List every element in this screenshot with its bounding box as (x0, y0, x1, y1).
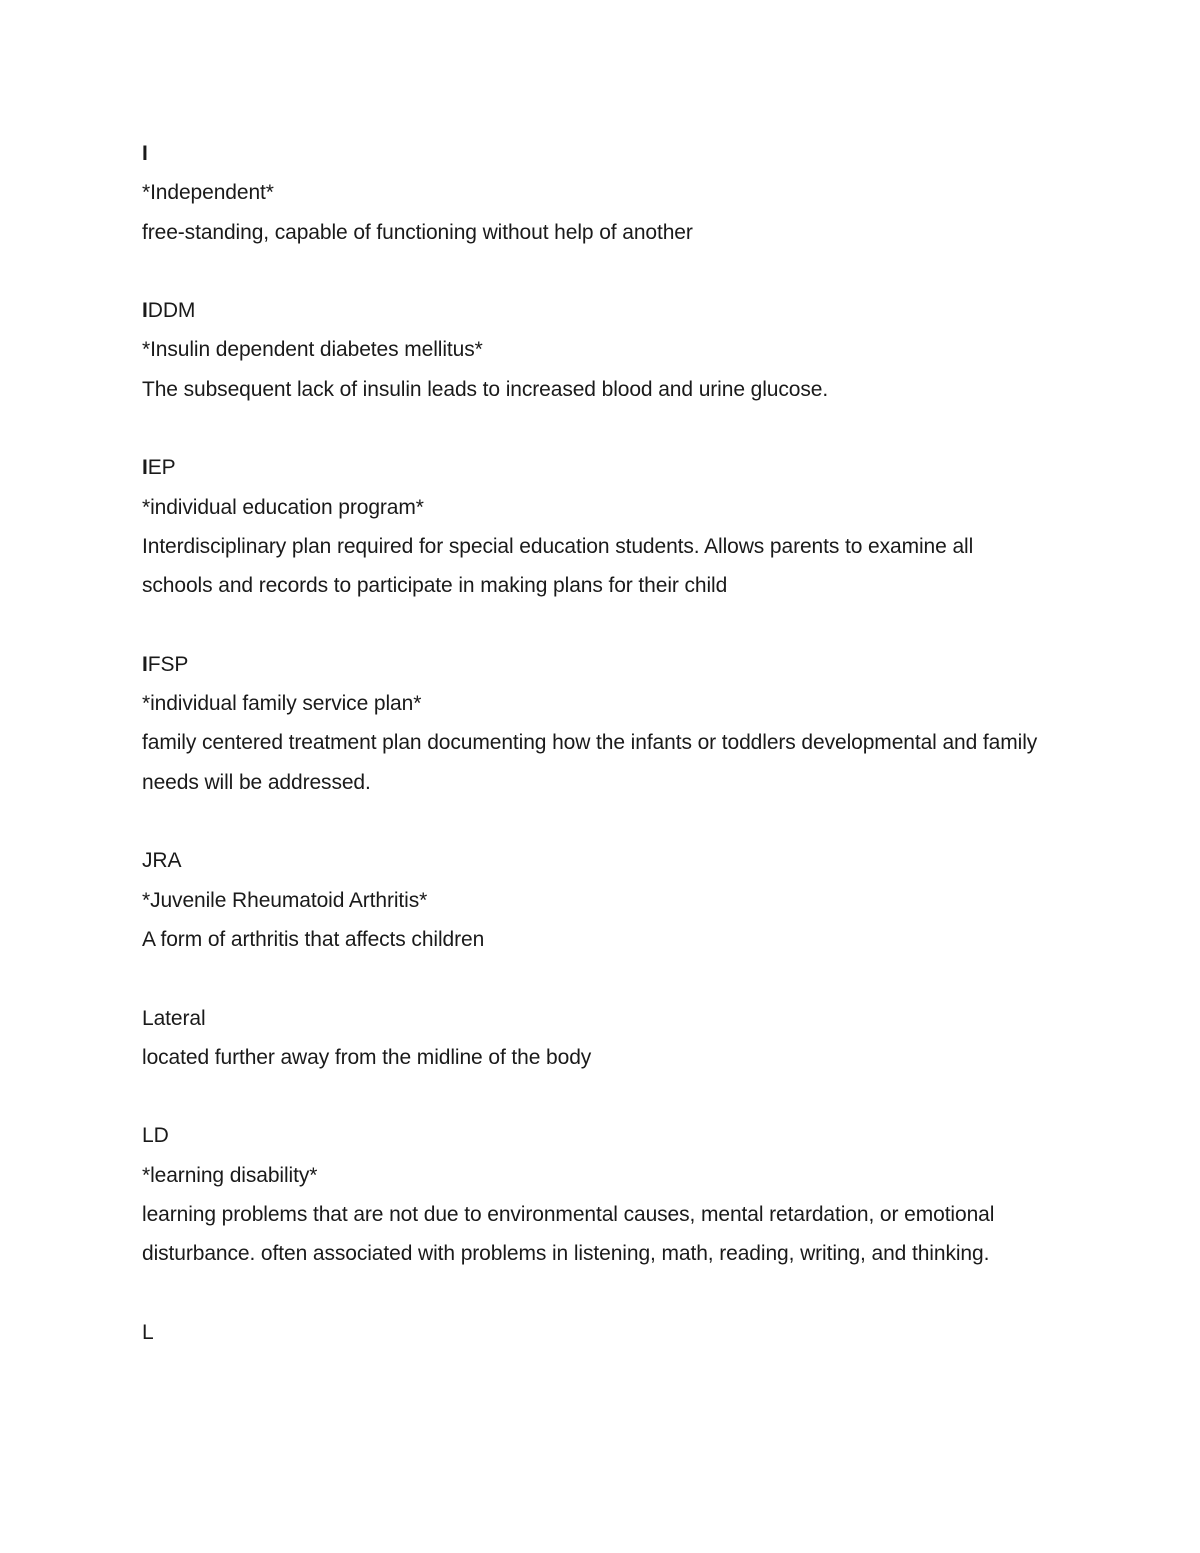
glossary-definition: learning problems that are not due to environmental causes, mental retardation, or emotional disturbance. often associated with problems in listening, math, reading, writing, and thinking. (142, 1203, 995, 1266)
glossary-entry-ifsp (142, 645, 1082, 802)
glossary-definition: A form of arthritis that affects children (142, 927, 485, 951)
glossary-entry-ld (142, 1116, 1082, 1273)
glossary-term: L (142, 1320, 154, 1344)
glossary-entry-l (142, 1313, 1082, 1352)
glossary-expansion: *learning disability* (142, 1163, 318, 1187)
term-rest: FSP (147, 652, 189, 676)
glossary-definition: The subsequent lack of insulin leads to increased blood and urine glucose. (142, 377, 829, 401)
glossary-expansion: *Insulin dependent diabetes mellitus* (142, 338, 483, 362)
term-initial: I (142, 142, 148, 165)
term-initial: I (142, 456, 148, 480)
glossary-definition: free-standing, capable of functioning without help of another (142, 220, 693, 244)
glossary-term (142, 645, 1082, 684)
glossary-entry-lateral (142, 999, 1082, 1078)
term-initial: I (142, 299, 148, 323)
glossary-entry-iep (142, 448, 1082, 605)
glossary-list (142, 134, 1082, 1352)
glossary-entry-independent (142, 134, 1082, 252)
glossary-definition: Interdisciplinary plan required for special education students. Allows parents to examine all schools and records to participate in making plans for their child (142, 534, 974, 598)
glossary-expansion: *Juvenile Rheumatoid Arthritis* (142, 888, 428, 912)
glossary-term (142, 134, 1082, 173)
glossary-expansion: *individual education program* (142, 495, 424, 519)
term-rest: DDM (147, 299, 196, 323)
glossary-definition: family centered treatment plan documenting how the infants or toddlers developmental and family needs will be addressed. (142, 731, 1038, 794)
glossary-term: LD (142, 1124, 169, 1148)
glossary-term (142, 291, 1082, 330)
glossary-term: Lateral (142, 1006, 206, 1030)
term-rest: EP (147, 456, 176, 480)
glossary-term (142, 448, 1082, 487)
glossary-expansion: *individual family service plan* (142, 692, 422, 716)
glossary-definition: located further away from the midline of the body (142, 1045, 592, 1069)
glossary-entry-iddm (142, 291, 1082, 409)
glossary-term: JRA (142, 849, 182, 873)
term-initial: I (142, 652, 148, 676)
glossary-expansion: *Independent* (142, 181, 274, 205)
glossary-entry-jra (142, 841, 1082, 959)
